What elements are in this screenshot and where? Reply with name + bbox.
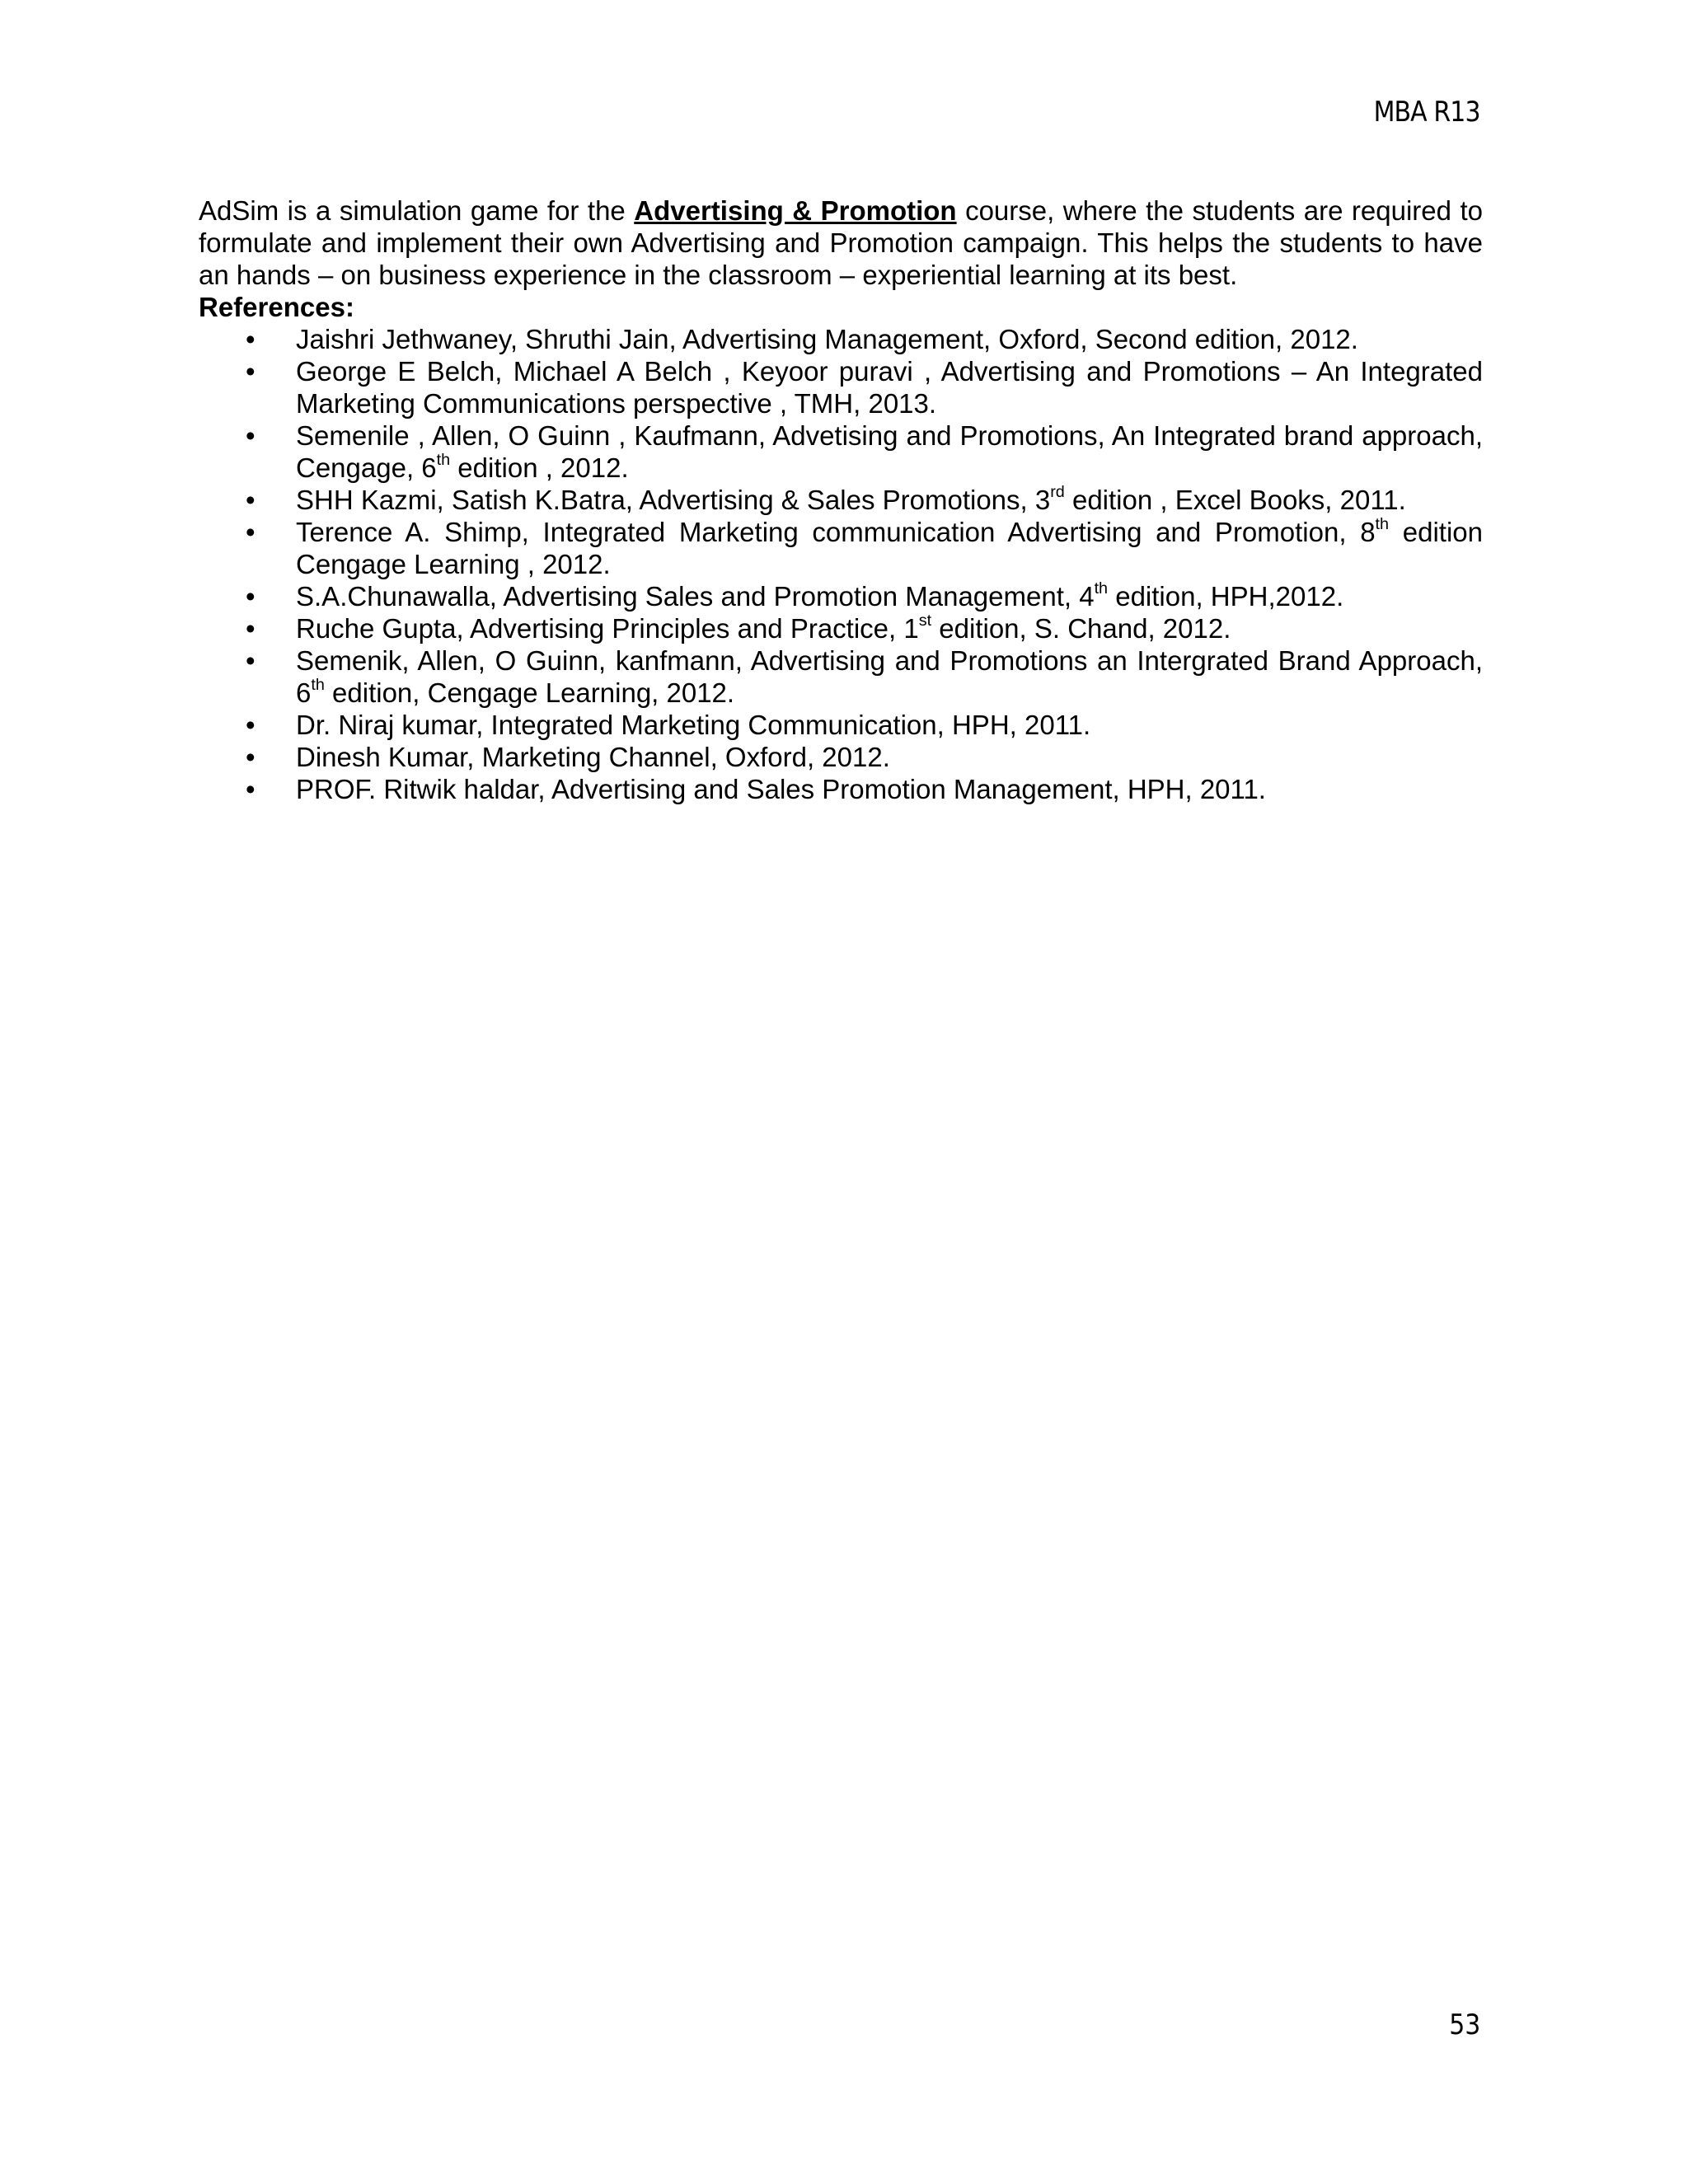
reference-text-end: edition , 2012. xyxy=(450,452,629,483)
intro-paragraph xyxy=(199,194,1483,291)
reference-item xyxy=(199,323,1483,355)
reference-item xyxy=(199,516,1483,580)
bullet-icon: • xyxy=(246,645,256,676)
ordinal-suffix: th xyxy=(1375,515,1390,534)
page-number: 53 xyxy=(1448,2008,1480,2041)
reference-text-end: edition, Cengage Learning, 2012. xyxy=(324,677,735,708)
reference-text: George E Belch, Michael A Belch , Keyoor puravi , Advertising and Promotions – An Integrated Marketing Communications perspective , TMH, 2013. xyxy=(296,356,1483,419)
ordinal-suffix: th xyxy=(311,676,325,695)
reference-text: Ruche Gupta, Advertising Principles and Practice, 1 xyxy=(296,613,919,644)
reference-item xyxy=(199,612,1483,644)
reference-item xyxy=(199,709,1483,741)
reference-text-end: edition, S. Chand, 2012. xyxy=(931,613,1231,644)
reference-text: Dinesh Kumar, Marketing Channel, Oxford, 2012. xyxy=(296,742,890,772)
bullet-icon: • xyxy=(246,324,256,354)
reference-text-end: edition Cengage Learning , 2012. xyxy=(296,517,1483,579)
intro-text-end: course, where the students are required to formulate and implement their own Advertising and Promotion campaign. This helps the students to have an hands – on business experience in the classroom – experiential learning at its best. xyxy=(199,195,1483,290)
reference-text: S.A.Chunawalla, Advertising Sales and Promotion Management, 4 xyxy=(296,581,1095,612)
ordinal-suffix: st xyxy=(918,612,932,630)
reference-item xyxy=(199,741,1483,773)
reference-text: Jaishri Jethwaney, Shruthi Jain, Advertising Management, Oxford, Second edition, 2012. xyxy=(296,324,1358,354)
reference-item xyxy=(199,580,1483,612)
reference-text-end: edition , Excel Books, 2011. xyxy=(1064,485,1406,515)
reference-item xyxy=(199,773,1483,805)
references-list xyxy=(199,323,1483,805)
reference-item xyxy=(199,419,1483,484)
page-header: MBA R13 xyxy=(1373,96,1480,129)
reference-item xyxy=(199,355,1483,419)
bullet-icon: • xyxy=(246,485,256,515)
bullet-icon: • xyxy=(246,742,256,772)
bullet-icon: • xyxy=(246,613,256,644)
bullet-icon: • xyxy=(246,420,256,451)
bullet-icon: • xyxy=(246,517,256,547)
ordinal-suffix: rd xyxy=(1050,483,1065,502)
bullet-icon: • xyxy=(246,581,256,612)
bullet-icon: • xyxy=(246,710,256,740)
ordinal-suffix: th xyxy=(436,451,451,470)
reference-text: PROF. Ritwik haldar, Advertising and Sales Promotion Management, HPH, 2011. xyxy=(296,774,1266,804)
bullet-icon: • xyxy=(246,356,256,387)
reference-text: Semenik, Allen, O Guinn, kanfmann, Advertising and Promotions an Intergrated Brand Approach, 6 xyxy=(296,645,1483,708)
intro-text-start: AdSim is a simulation game for the xyxy=(199,195,635,226)
reference-text: Terence A. Shimp, Integrated Marketing communication Advertising and Promotion, 8 xyxy=(296,517,1376,547)
references-heading: References: xyxy=(199,292,354,322)
reference-text: Dr. Niraj kumar, Integrated Marketing Communication, HPH, 2011. xyxy=(296,710,1091,740)
page-content xyxy=(199,194,1483,805)
reference-text: SHH Kazmi, Satish K.Batra, Advertising & Sales Promotions, 3 xyxy=(296,485,1051,515)
ordinal-suffix: th xyxy=(1094,579,1109,598)
course-name: Advertising & Promotion xyxy=(634,195,957,226)
reference-item xyxy=(199,484,1483,516)
reference-text-end: edition, HPH,2012. xyxy=(1108,581,1344,612)
reference-item xyxy=(199,644,1483,709)
reference-text: Semenile , Allen, O Guinn , Kaufmann, Advetising and Promotions, An Integrated brand approach, Cengage, 6 xyxy=(296,420,1483,483)
bullet-icon: • xyxy=(246,774,256,804)
